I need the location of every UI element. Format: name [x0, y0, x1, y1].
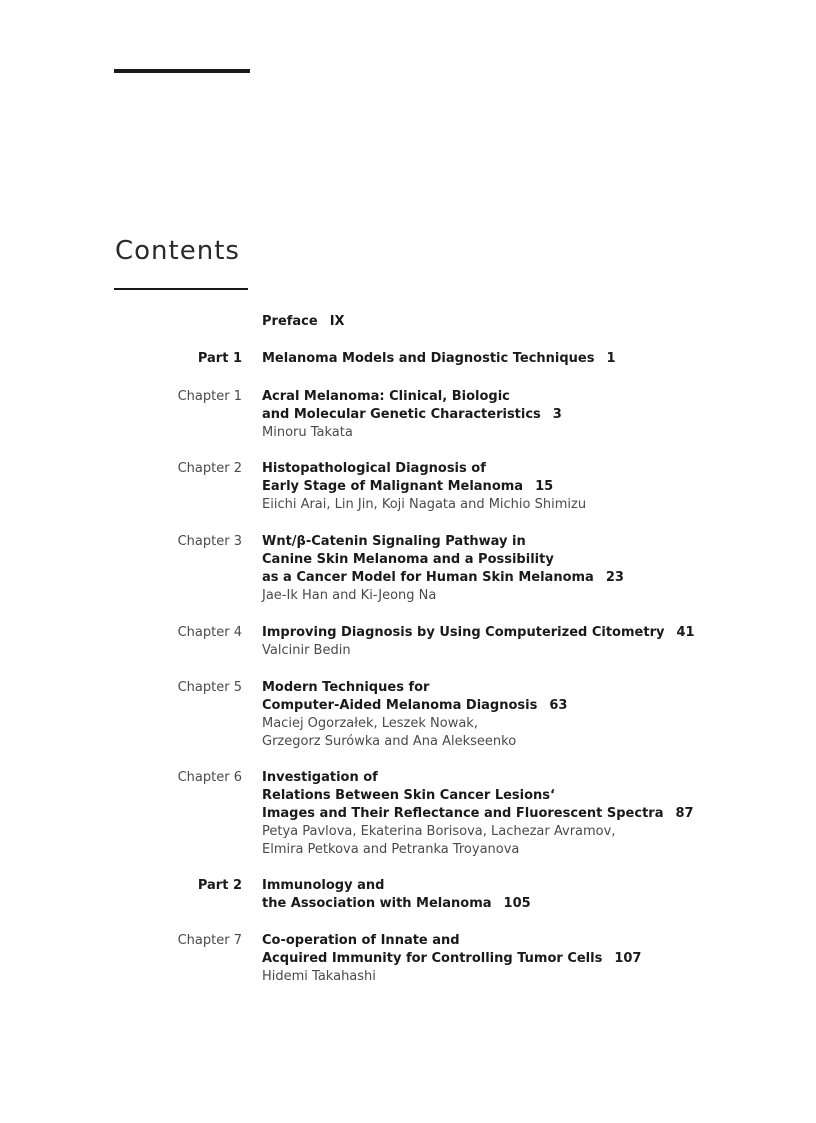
entry-title-line[interactable]: and Molecular Genetic Characteristics 3	[262, 407, 562, 422]
entry-authors: Valcinir Bedin	[262, 643, 351, 658]
entry-title-line[interactable]: Images and Their Reflectance and Fluorescent Spectra 87	[262, 806, 694, 821]
entry-title-line[interactable]: Histopathological Diagnosis of	[262, 461, 486, 476]
entry-label: Chapter 4	[177, 625, 242, 640]
page-number: 15	[535, 479, 554, 494]
title-rule	[114, 288, 248, 290]
entry-title-line[interactable]: Canine Skin Melanoma and a Possibility	[262, 552, 554, 567]
entry-title-line[interactable]: Investigation of	[262, 770, 378, 785]
entry-authors: Grzegorz Surówka and Ana Alekseenko	[262, 734, 517, 749]
entry-title-line[interactable]: Preface IX	[262, 314, 345, 329]
entry-authors: Jae-Ik Han and Ki-Jeong Na	[262, 588, 437, 603]
entry-label: Chapter 6	[177, 770, 242, 785]
entry-label: Chapter 7	[177, 933, 242, 948]
entry-label: Part 2	[197, 878, 242, 893]
page-number: 87	[675, 806, 694, 821]
page-title: Contents	[115, 236, 240, 266]
entry-title-line[interactable]: the Association with Melanoma 105	[262, 896, 531, 911]
page-number: 41	[676, 625, 695, 640]
entry-label: Chapter 1	[177, 389, 242, 404]
entry-title-line[interactable]: as a Cancer Model for Human Skin Melanoma 23	[262, 570, 624, 585]
entry-authors: Hidemi Takahashi	[262, 969, 376, 984]
entry-title-line[interactable]: Early Stage of Malignant Melanoma 15	[262, 479, 554, 494]
entry-authors: Eiichi Arai, Lin Jin, Koji Nagata and Michio Shimizu	[262, 497, 587, 512]
entry-title-line[interactable]: Wnt/β-Catenin Signaling Pathway in	[262, 534, 526, 549]
page-number: 63	[549, 698, 568, 713]
entry-title-line[interactable]: Relations Between Skin Cancer Lesions‘	[262, 788, 555, 803]
entry-authors: Elmira Petkova and Petranka Troyanova	[262, 842, 520, 857]
entry-authors: Petya Pavlova, Ekaterina Borisova, Lachezar Avramov,	[262, 824, 616, 839]
entry-title-line[interactable]: Immunology and	[262, 878, 385, 893]
entry-title-line[interactable]: Modern Techniques for	[262, 680, 430, 695]
entry-authors: Maciej Ogorzałek, Leszek Nowak,	[262, 716, 478, 731]
entry-label: Chapter 3	[177, 534, 242, 549]
page-number: 107	[614, 951, 642, 966]
entry-label: Part 1	[197, 351, 242, 366]
page-number: 1	[606, 351, 616, 366]
entry-label: Chapter 2	[177, 461, 242, 476]
page-number: 3	[552, 407, 562, 422]
entry-authors: Minoru Takata	[262, 425, 353, 440]
page-number: IX	[329, 314, 345, 329]
entry-title-line[interactable]: Co-operation of Innate and	[262, 933, 460, 948]
entry-title-line[interactable]: Acquired Immunity for Controlling Tumor Cells 107	[262, 951, 642, 966]
entry-title-line[interactable]: Acral Melanoma: Clinical, Biologic	[262, 389, 510, 404]
top-rule	[114, 69, 250, 73]
page-number: 105	[503, 896, 531, 911]
entry-title-line[interactable]: Improving Diagnosis by Using Computerized Citometry 41	[262, 625, 695, 640]
entry-title-line[interactable]: Melanoma Models and Diagnostic Techniques 1	[262, 351, 616, 366]
entry-label: Chapter 5	[177, 680, 242, 695]
page-number: 23	[605, 570, 624, 585]
entry-title-line[interactable]: Computer-Aided Melanoma Diagnosis 63	[262, 698, 568, 713]
